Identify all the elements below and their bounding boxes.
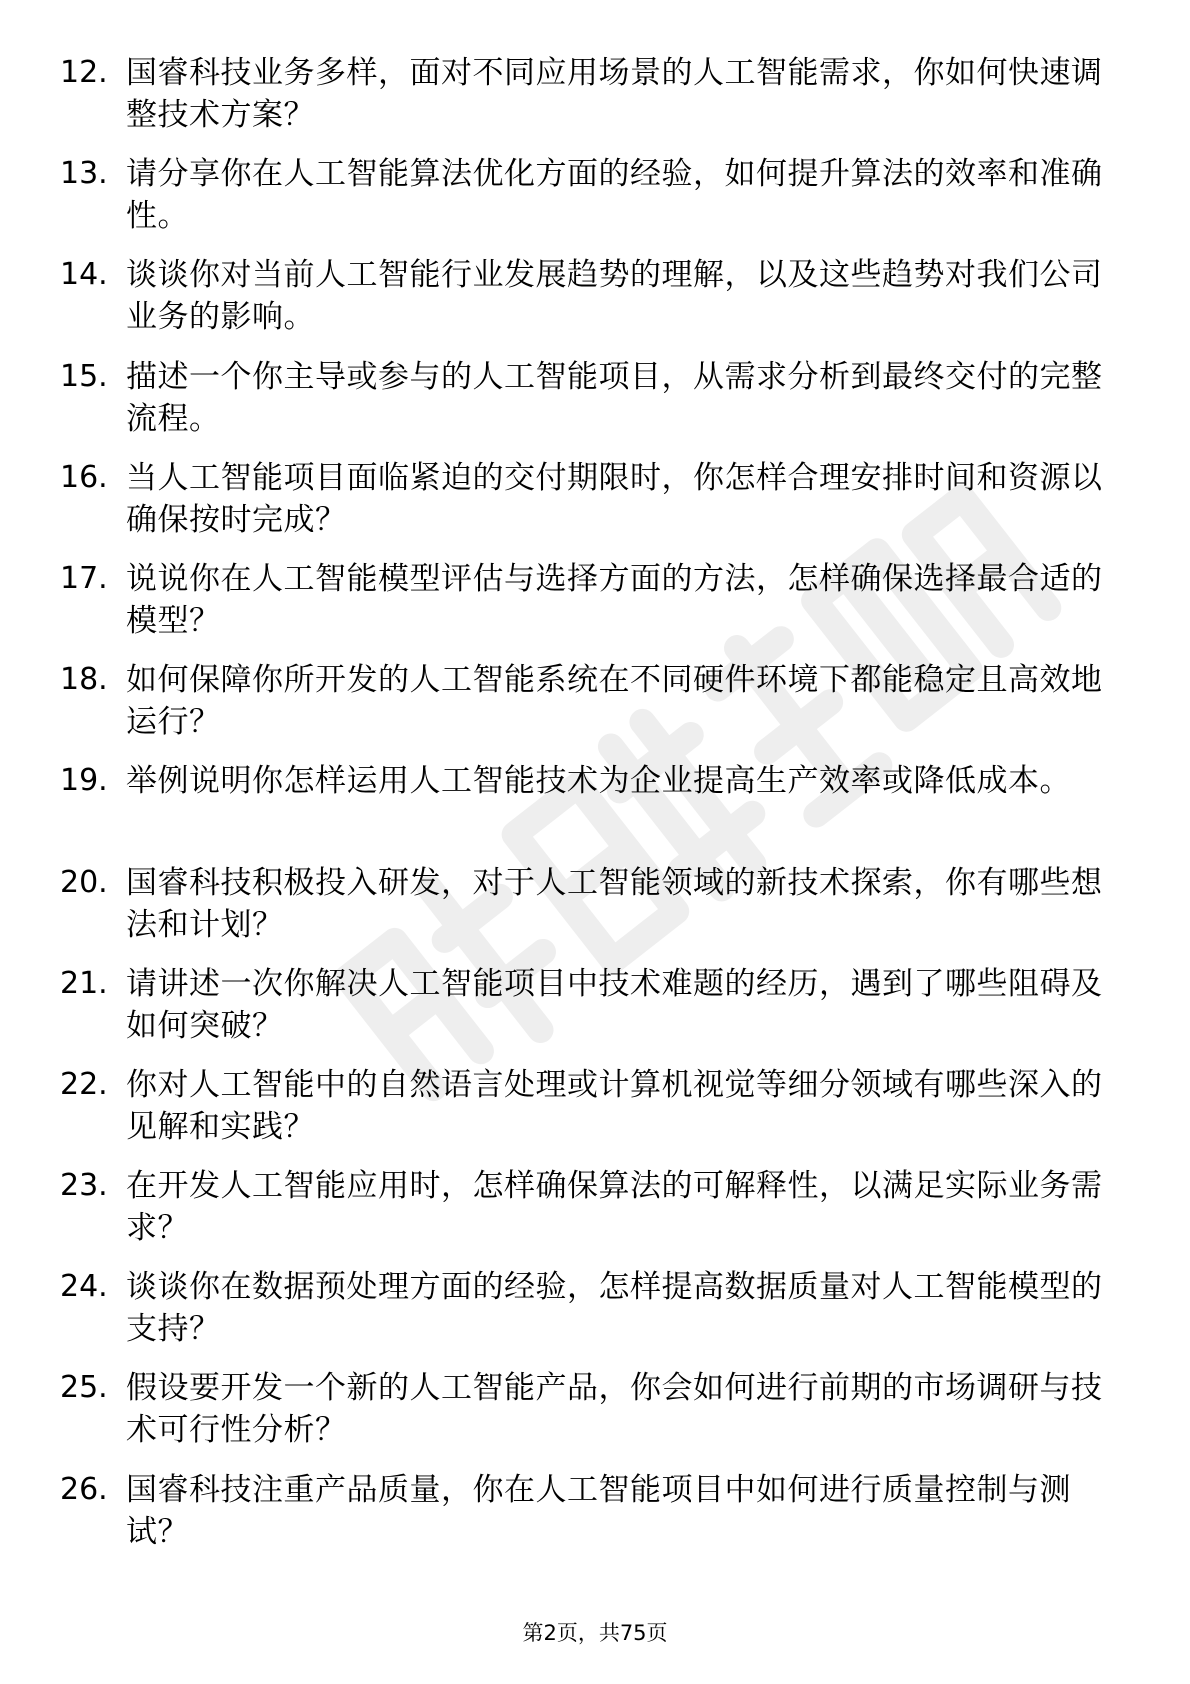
question-number: 18. [60,662,108,698]
list-item [0,356,1190,457]
list-item [0,760,1190,861]
question-number: 19. [60,763,108,799]
question-number: 20. [60,864,108,900]
page-number-label: 第2页，共75页 [522,1621,668,1645]
list-item [0,1469,1190,1570]
question-number: 21. [60,965,108,1001]
list-item [0,457,1190,558]
list-item [0,254,1190,355]
list-item [0,1165,1190,1266]
question-number: 12. [60,55,108,90]
question-number: 16. [60,459,108,495]
list-item [0,1064,1190,1165]
question-number: 14. [60,257,108,293]
question-text: 你对人工智能中的自然语言处理或计算机视觉等细分领域有哪些深入的见解和实践？ [126,1066,1103,1145]
question-text: 在开发人工智能应用时，怎样确保算法的可解释性，以满足实际业务需求？ [126,1168,1103,1247]
question-number: 24. [60,1269,108,1305]
question-number: 22. [60,1066,108,1102]
question-number: 13. [60,156,108,192]
question-text: 请讲述一次你解决人工智能项目中技术难题的经历，遇到了哪些阻碍及如何突破？ [126,965,1103,1044]
question-number: 15. [60,358,108,394]
list-item [0,659,1190,760]
list-item [0,1266,1190,1367]
list-item [0,862,1190,963]
question-text: 国睿科技注重产品质量，你在人工智能项目中如何进行质量控制与测试？ [126,1471,1071,1550]
question-text: 国睿科技积极投入研发，对于人工智能领域的新技术探索，你有哪些想法和计划？ [126,864,1103,943]
list-item [0,963,1190,1064]
question-number: 25. [60,1370,108,1406]
question-text: 当人工智能项目面临紧迫的交付期限时，你怎样合理安排时间和资源以确保按时完成？ [126,459,1103,538]
question-number: 26. [60,1471,108,1507]
question-text: 假设要开发一个新的人工智能产品，你会如何进行前期的市场调研与技术可行性分析？ [126,1370,1103,1449]
question-number: 17. [60,560,108,596]
question-text: 举例说明你怎样运用人工智能技术为企业提高生产效率或降低成本。 [126,763,1071,800]
page-footer [0,1618,1190,1648]
question-text: 说说你在人工智能模型评估与选择方面的方法，怎样确保选择最合适的模型？ [126,560,1103,639]
question-text: 如何保障你所开发的人工智能系统在不同硬件环境下都能稳定且高效地运行？ [126,662,1103,741]
list-item [0,558,1190,659]
question-text: 国睿科技业务多样，面对不同应用场景的人工智能需求，你如何快速调整技术方案？ [126,55,1103,133]
question-text: 谈谈你对当前人工智能行业发展趋势的理解，以及这些趋势对我们公司业务的影响。 [126,257,1103,336]
list-item [0,1367,1190,1468]
question-text: 描述一个你主导或参与的人工智能项目，从需求分析到最终交付的完整流程。 [126,358,1103,437]
question-list [0,52,1190,1570]
question-text: 谈谈你在数据预处理方面的经验，怎样提高数据质量对人工智能模型的支持？ [126,1269,1103,1348]
list-item [0,153,1190,254]
list-item [0,52,1190,153]
question-text: 请分享你在人工智能算法优化方面的经验，如何提升算法的效率和准确性。 [126,156,1103,235]
question-number: 23. [60,1168,108,1204]
